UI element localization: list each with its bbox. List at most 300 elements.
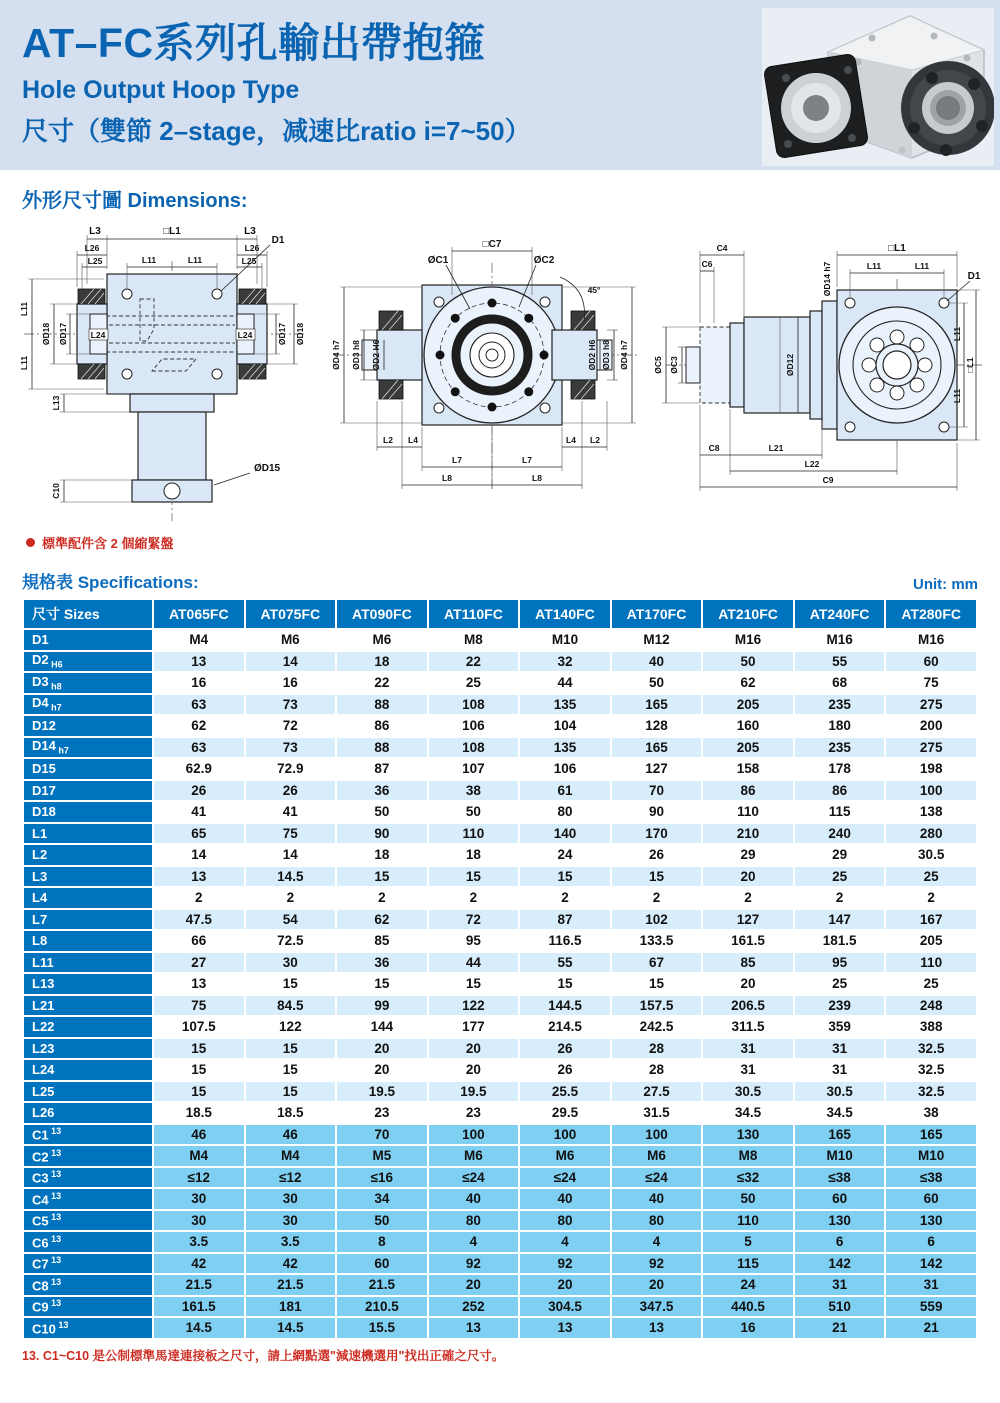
table-row-L8 (24, 931, 976, 951)
cell-L22-AT240FC: 359 (795, 1017, 885, 1037)
row-label-L8: L8 (24, 931, 152, 951)
cell-C8-AT240FC: 31 (795, 1275, 885, 1295)
cell-L3-AT075FC: 14.5 (246, 867, 336, 887)
cell-L4-AT065FC: 2 (154, 888, 244, 908)
cell-D14-AT110FC: 108 (429, 738, 519, 758)
cell-L23-AT240FC: 31 (795, 1039, 885, 1059)
cell-L3-AT240FC: 25 (795, 867, 885, 887)
cell-D3-AT110FC: 25 (429, 673, 519, 693)
cell-C2-AT140FC: M6 (520, 1146, 610, 1166)
row-label-C1: C1 $^{13}$ (24, 1125, 152, 1145)
cell-D4-AT140FC: 135 (520, 695, 610, 715)
dim-label-l1-right: □L1 (965, 357, 975, 373)
unit-label: Unit: mm (913, 576, 978, 593)
col-header-AT280FC: AT280FC (886, 600, 976, 628)
table-row-L21 (24, 996, 976, 1016)
cell-L13-AT140FC: 15 (520, 974, 610, 994)
col-header-AT075FC: AT075FC (246, 600, 336, 628)
row-label-C6: C6 $^{13}$ (24, 1232, 152, 1252)
cell-L21-AT170FC: 157.5 (612, 996, 702, 1016)
cell-L25-AT110FC: 19.5 (429, 1082, 519, 1102)
dim-label-l8-left: L8 (442, 473, 452, 483)
cell-C4-AT075FC: 30 (246, 1189, 336, 1209)
cell-D12-AT110FC: 106 (429, 716, 519, 736)
cell-D2-AT280FC: 60 (886, 652, 976, 672)
table-row-D12 (24, 716, 976, 736)
cell-D14-AT075FC: 73 (246, 738, 336, 758)
table-row-C3 (24, 1168, 976, 1188)
cell-L1-AT170FC: 170 (612, 824, 702, 844)
cell-L25-AT065FC: 15 (154, 1082, 244, 1102)
cell-D3-AT210FC: 62 (703, 673, 793, 693)
table-row-L7 (24, 910, 976, 930)
cell-C3-AT280FC: ≤38 (886, 1168, 976, 1188)
cell-L8-AT280FC: 205 (886, 931, 976, 951)
cell-C10-AT140FC: 13 (520, 1318, 610, 1338)
row-label-L22: L22 (24, 1017, 152, 1037)
cell-D15-AT140FC: 106 (520, 759, 610, 779)
cell-C2-AT240FC: M10 (795, 1146, 885, 1166)
cell-C3-AT170FC: ≤24 (612, 1168, 702, 1188)
cell-L11-AT110FC: 44 (429, 953, 519, 973)
cell-L24-AT280FC: 32.5 (886, 1060, 976, 1080)
row-label-L25: L25 (24, 1082, 152, 1102)
cell-L8-AT075FC: 72.5 (246, 931, 336, 951)
footnote: 13. C1~C10 是公制標準馬達連接板之尺寸，請上網點選"減速機選用"找出正確之尺寸。 (22, 1348, 505, 1363)
cell-D2-AT170FC: 40 (612, 652, 702, 672)
dim-label-l13: L13 (51, 395, 61, 411)
cell-C6-AT065FC: 3.5 (154, 1232, 244, 1252)
table-row-C2 (24, 1146, 976, 1166)
dim-label-c3: ØC3 (669, 356, 679, 374)
cell-C6-AT170FC: 4 (612, 1232, 702, 1252)
table-row-C5 (24, 1211, 976, 1231)
row-label-L21: L21 (24, 996, 152, 1016)
cell-L7-AT210FC: 127 (703, 910, 793, 930)
row-label-D4: D4 $_{h7}$ (24, 695, 152, 715)
row-label-C9: C9 $^{13}$ (24, 1297, 152, 1317)
cell-C10-AT170FC: 13 (612, 1318, 702, 1338)
row-label-D3: D3 $_{h8}$ (24, 673, 152, 693)
cell-L24-AT110FC: 20 (429, 1060, 519, 1080)
table-row-D17 (24, 781, 976, 801)
cell-C3-AT140FC: ≤24 (520, 1168, 610, 1188)
cell-L22-AT140FC: 214.5 (520, 1017, 610, 1037)
spec-table-label: 規格表 Specifications: (22, 573, 199, 592)
header-band (0, 0, 1000, 170)
cell-L11-AT065FC: 27 (154, 953, 244, 973)
cell-L8-AT140FC: 116.5 (520, 931, 610, 951)
cell-L13-AT280FC: 25 (886, 974, 976, 994)
spec-table (22, 598, 978, 1340)
cell-C3-AT240FC: ≤38 (795, 1168, 885, 1188)
table-row-D14 (24, 738, 976, 758)
cell-L21-AT090FC: 99 (337, 996, 427, 1016)
cell-C7-AT140FC: 92 (520, 1254, 610, 1274)
cell-C6-AT240FC: 6 (795, 1232, 885, 1252)
cell-L13-AT090FC: 15 (337, 974, 427, 994)
cell-C4-AT240FC: 60 (795, 1189, 885, 1209)
dim-label-d3-left: ØD3 h8 (351, 340, 361, 370)
cell-C9-AT140FC: 304.5 (520, 1297, 610, 1317)
cell-L21-AT280FC: 248 (886, 996, 976, 1016)
cell-D2-AT240FC: 55 (795, 652, 885, 672)
dim-label-l26-right: L26 (244, 243, 260, 253)
cell-C1-AT240FC: 165 (795, 1125, 885, 1145)
dim-label-d1: D1 (271, 235, 285, 246)
cell-L26-AT110FC: 23 (429, 1103, 519, 1123)
cell-C9-AT065FC: 161.5 (154, 1297, 244, 1317)
cell-C4-AT110FC: 40 (429, 1189, 519, 1209)
table-row-L2 (24, 845, 976, 865)
cell-D12-AT280FC: 200 (886, 716, 976, 736)
cell-L13-AT075FC: 15 (246, 974, 336, 994)
spec-table-body (24, 600, 976, 1338)
cell-L7-AT170FC: 102 (612, 910, 702, 930)
cell-L13-AT065FC: 13 (154, 974, 244, 994)
cell-L22-AT210FC: 311.5 (703, 1017, 793, 1037)
table-row-D3 (24, 673, 976, 693)
cell-L2-AT140FC: 24 (520, 845, 610, 865)
table-row-C7 (24, 1254, 976, 1274)
cell-L21-AT110FC: 122 (429, 996, 519, 1016)
cell-L11-AT280FC: 110 (886, 953, 976, 973)
row-label-C3: C3 $^{13}$ (24, 1168, 152, 1188)
dim-label-l25-left: L25 (87, 256, 103, 266)
cell-C7-AT170FC: 92 (612, 1254, 702, 1274)
cell-C3-AT075FC: ≤12 (246, 1168, 336, 1188)
cell-L26-AT280FC: 38 (886, 1103, 976, 1123)
cell-L7-AT110FC: 72 (429, 910, 519, 930)
cell-L26-AT140FC: 29.5 (520, 1103, 610, 1123)
table-row-L1 (24, 824, 976, 844)
row-label-L11: L11 (24, 953, 152, 973)
cell-D14-AT090FC: 88 (337, 738, 427, 758)
cell-C10-AT240FC: 21 (795, 1318, 885, 1338)
cell-C7-AT090FC: 60 (337, 1254, 427, 1274)
cell-C9-AT090FC: 210.5 (337, 1297, 427, 1317)
row-label-D1: D1 (24, 630, 152, 650)
cell-L3-AT280FC: 25 (886, 867, 976, 887)
cell-L2-AT065FC: 14 (154, 845, 244, 865)
cell-D2-AT110FC: 22 (429, 652, 519, 672)
cell-L25-AT170FC: 27.5 (612, 1082, 702, 1102)
cell-C7-AT280FC: 142 (886, 1254, 976, 1274)
cell-L11-AT240FC: 95 (795, 953, 885, 973)
cell-D18-AT110FC: 50 (429, 802, 519, 822)
cell-D4-AT240FC: 235 (795, 695, 885, 715)
cell-C2-AT075FC: M4 (246, 1146, 336, 1166)
dim-label-l7-right: L7 (522, 455, 532, 465)
cell-L22-AT110FC: 177 (429, 1017, 519, 1037)
cell-D18-AT280FC: 138 (886, 802, 976, 822)
dim-label-c2: ØC2 (533, 255, 555, 266)
drawing-front-view (2, 219, 322, 529)
cell-L23-AT280FC: 32.5 (886, 1039, 976, 1059)
dim-label-l4-right: L4 (566, 435, 576, 445)
cell-L2-AT090FC: 18 (337, 845, 427, 865)
cell-C2-AT090FC: M5 (337, 1146, 427, 1166)
cell-D15-AT170FC: 127 (612, 759, 702, 779)
cell-D3-AT170FC: 50 (612, 673, 702, 693)
cell-C9-AT170FC: 347.5 (612, 1297, 702, 1317)
cell-D18-AT140FC: 80 (520, 802, 610, 822)
cell-C10-AT280FC: 21 (886, 1318, 976, 1338)
table-row-C9 (24, 1297, 976, 1317)
dim-label-l8-right: L8 (532, 473, 542, 483)
cell-C1-AT110FC: 100 (429, 1125, 519, 1145)
cell-D4-AT280FC: 275 (886, 695, 976, 715)
cell-D4-AT090FC: 88 (337, 695, 427, 715)
table-row-C4 (24, 1189, 976, 1209)
cell-C4-AT065FC: 30 (154, 1189, 244, 1209)
cell-L26-AT240FC: 34.5 (795, 1103, 885, 1123)
cell-L11-AT140FC: 55 (520, 953, 610, 973)
cell-L8-AT210FC: 161.5 (703, 931, 793, 951)
cell-C8-AT110FC: 20 (429, 1275, 519, 1295)
cell-L25-AT140FC: 25.5 (520, 1082, 610, 1102)
cell-L2-AT075FC: 14 (246, 845, 336, 865)
cell-C5-AT140FC: 80 (520, 1211, 610, 1231)
cell-L25-AT210FC: 30.5 (703, 1082, 793, 1102)
cell-C8-AT280FC: 31 (886, 1275, 976, 1295)
row-label-D2: D2 $_{H6}$ (24, 652, 152, 672)
row-label-D17: D17 (24, 781, 152, 801)
dim-label-c1: ØC1 (427, 255, 449, 266)
cell-D4-AT075FC: 73 (246, 695, 336, 715)
cell-D1-AT065FC: M4 (154, 630, 244, 650)
cell-D1-AT090FC: M6 (337, 630, 427, 650)
cell-C3-AT090FC: ≤16 (337, 1168, 427, 1188)
cell-D3-AT075FC: 16 (246, 673, 336, 693)
cell-C10-AT110FC: 13 (429, 1318, 519, 1338)
cell-L21-AT075FC: 84.5 (246, 996, 336, 1016)
cell-C7-AT110FC: 92 (429, 1254, 519, 1274)
cell-C7-AT065FC: 42 (154, 1254, 244, 1274)
cell-C3-AT210FC: ≤32 (703, 1168, 793, 1188)
dim-label-c4: C4 (716, 243, 728, 253)
table-row-L23 (24, 1039, 976, 1059)
row-label-L4: L4 (24, 888, 152, 908)
cell-D4-AT110FC: 108 (429, 695, 519, 715)
cell-D1-AT170FC: M12 (612, 630, 702, 650)
cell-L3-AT065FC: 13 (154, 867, 244, 887)
row-label-L13: L13 (24, 974, 152, 994)
col-header-AT240FC: AT240FC (795, 600, 885, 628)
cell-D1-AT140FC: M10 (520, 630, 610, 650)
cell-D12-AT090FC: 86 (337, 716, 427, 736)
cell-D1-AT110FC: M8 (429, 630, 519, 650)
cell-L1-AT065FC: 65 (154, 824, 244, 844)
cell-C4-AT210FC: 50 (703, 1189, 793, 1209)
cell-C5-AT065FC: 30 (154, 1211, 244, 1231)
cell-L11-AT210FC: 85 (703, 953, 793, 973)
table-row-C8 (24, 1275, 976, 1295)
table-row-D15 (24, 759, 976, 779)
cell-L7-AT280FC: 167 (886, 910, 976, 930)
cell-L3-AT210FC: 20 (703, 867, 793, 887)
cell-L21-AT240FC: 239 (795, 996, 885, 1016)
cell-L24-AT065FC: 15 (154, 1060, 244, 1080)
cell-C8-AT065FC: 21.5 (154, 1275, 244, 1295)
dim-label-c7: □C7 (482, 239, 502, 250)
cell-D14-AT240FC: 235 (795, 738, 885, 758)
cell-L1-AT240FC: 240 (795, 824, 885, 844)
cell-C10-AT090FC: 15.5 (337, 1318, 427, 1338)
dim-label-l2-right: L2 (590, 435, 600, 445)
col-header-AT065FC: AT065FC (154, 600, 244, 628)
page-title: AT–FC系列孔輸出帶抱箍 (22, 20, 486, 66)
cell-D3-AT140FC: 44 (520, 673, 610, 693)
cell-D12-AT140FC: 104 (520, 716, 610, 736)
row-label-D12: D12 (24, 716, 152, 736)
cell-L22-AT075FC: 122 (246, 1017, 336, 1037)
dim-label-c6: C6 (701, 259, 713, 269)
cell-L24-AT240FC: 31 (795, 1060, 885, 1080)
cell-C9-AT075FC: 181 (246, 1297, 336, 1317)
col-header-AT090FC: AT090FC (337, 600, 427, 628)
cell-D14-AT065FC: 63 (154, 738, 244, 758)
dim-label-d18-left: ØD18 (41, 322, 51, 346)
table-row-L3 (24, 867, 976, 887)
cell-C4-AT090FC: 34 (337, 1189, 427, 1209)
dim-label-d4-right: ØD4 h7 (619, 340, 629, 370)
cell-L13-AT170FC: 15 (612, 974, 702, 994)
cell-L26-AT090FC: 23 (337, 1103, 427, 1123)
cell-D12-AT240FC: 180 (795, 716, 885, 736)
cell-C3-AT110FC: ≤24 (429, 1168, 519, 1188)
cell-L23-AT170FC: 28 (612, 1039, 702, 1059)
cell-L2-AT170FC: 26 (612, 845, 702, 865)
cell-D1-AT240FC: M16 (795, 630, 885, 650)
dim-label-l7-left: L7 (452, 455, 462, 465)
cell-C8-AT170FC: 20 (612, 1275, 702, 1295)
dim-label-l3-left: L3 (89, 226, 101, 237)
cell-D3-AT065FC: 16 (154, 673, 244, 693)
cell-L1-AT210FC: 210 (703, 824, 793, 844)
cell-D12-AT075FC: 72 (246, 716, 336, 736)
dim-label-l25-right: L25 (241, 256, 257, 266)
cell-D18-AT090FC: 50 (337, 802, 427, 822)
cell-C5-AT090FC: 50 (337, 1211, 427, 1231)
table-row-L4 (24, 888, 976, 908)
cell-L26-AT210FC: 34.5 (703, 1103, 793, 1123)
cell-D17-AT110FC: 38 (429, 781, 519, 801)
cell-D17-AT090FC: 36 (337, 781, 427, 801)
cell-D17-AT140FC: 61 (520, 781, 610, 801)
cell-L1-AT110FC: 110 (429, 824, 519, 844)
col-header-sizes: 尺寸 Sizes (24, 600, 152, 628)
dim-label-l11-right-lower: L11 (952, 388, 962, 404)
cell-D15-AT075FC: 72.9 (246, 759, 336, 779)
cell-L8-AT240FC: 181.5 (795, 931, 885, 951)
cell-L22-AT170FC: 242.5 (612, 1017, 702, 1037)
cell-L4-AT210FC: 2 (703, 888, 793, 908)
cell-D15-AT110FC: 107 (429, 759, 519, 779)
dim-label-d4-left: ØD4 h7 (331, 340, 341, 370)
table-row-L26 (24, 1103, 976, 1123)
cell-L8-AT065FC: 66 (154, 931, 244, 951)
cell-L7-AT065FC: 47.5 (154, 910, 244, 930)
cell-L25-AT075FC: 15 (246, 1082, 336, 1102)
cell-D2-AT065FC: 13 (154, 652, 244, 672)
cell-C1-AT280FC: 165 (886, 1125, 976, 1145)
row-label-L24: L24 (24, 1060, 152, 1080)
cell-L25-AT090FC: 19.5 (337, 1082, 427, 1102)
cell-C10-AT065FC: 14.5 (154, 1318, 244, 1338)
cell-L11-AT090FC: 36 (337, 953, 427, 973)
cell-L7-AT075FC: 54 (246, 910, 336, 930)
cell-L4-AT110FC: 2 (429, 888, 519, 908)
cell-L23-AT090FC: 20 (337, 1039, 427, 1059)
cell-C2-AT280FC: M10 (886, 1146, 976, 1166)
spec-bar (22, 568, 978, 593)
cell-D17-AT075FC: 26 (246, 781, 336, 801)
cell-C7-AT240FC: 142 (795, 1254, 885, 1274)
cell-D15-AT210FC: 158 (703, 759, 793, 779)
dim-label-l11-left-lower: L11 (19, 355, 29, 371)
cell-L23-AT210FC: 31 (703, 1039, 793, 1059)
cell-L3-AT170FC: 15 (612, 867, 702, 887)
cell-L13-AT240FC: 25 (795, 974, 885, 994)
cell-C6-AT090FC: 8 (337, 1232, 427, 1252)
dim-label-d2-right: ØD2 H6 (587, 339, 597, 371)
cell-D15-AT280FC: 198 (886, 759, 976, 779)
cell-L22-AT090FC: 144 (337, 1017, 427, 1037)
cell-L1-AT090FC: 90 (337, 824, 427, 844)
dim-label-l11-top-left: L11 (141, 255, 157, 265)
cell-D17-AT170FC: 70 (612, 781, 702, 801)
row-label-L23: L23 (24, 1039, 152, 1059)
dim-label-c10: C10 (51, 483, 61, 499)
cell-D17-AT210FC: 86 (703, 781, 793, 801)
dim-label-d14: ØD14 h7 (822, 261, 832, 297)
product-photo (762, 8, 994, 166)
table-row-C1 (24, 1125, 976, 1145)
cell-C5-AT210FC: 110 (703, 1211, 793, 1231)
dim-label-l22: L22 (804, 459, 820, 469)
cell-D3-AT280FC: 75 (886, 673, 976, 693)
row-label-D14: D14 $_{h7}$ (24, 738, 152, 758)
row-label-D18: D18 (24, 802, 152, 822)
cell-D4-AT170FC: 165 (612, 695, 702, 715)
cell-D2-AT140FC: 32 (520, 652, 610, 672)
table-header-row (24, 600, 976, 628)
row-label-C10: C10 $^{13}$ (24, 1318, 152, 1338)
dim-label-l3-right: L3 (244, 226, 256, 237)
cell-C7-AT075FC: 42 (246, 1254, 336, 1274)
page-spec-line: 尺寸（雙節 2–stage，减速比ratio i=7~50） (22, 116, 531, 146)
cell-D12-AT210FC: 160 (703, 716, 793, 736)
cell-L24-AT210FC: 31 (703, 1060, 793, 1080)
cell-C1-AT140FC: 100 (520, 1125, 610, 1145)
cell-C5-AT280FC: 130 (886, 1211, 976, 1231)
cell-C8-AT210FC: 24 (703, 1275, 793, 1295)
row-label-L26: L26 (24, 1103, 152, 1123)
dim-label-l24-left: L24 (90, 330, 106, 340)
cell-C1-AT065FC: 46 (154, 1125, 244, 1145)
row-label-C5: C5 $^{13}$ (24, 1211, 152, 1231)
cell-D18-AT240FC: 115 (795, 802, 885, 822)
cell-L26-AT170FC: 31.5 (612, 1103, 702, 1123)
dim-label-d1: D1 (967, 271, 981, 282)
cell-L7-AT090FC: 62 (337, 910, 427, 930)
dim-label-l26-left: L26 (84, 243, 100, 253)
front-view-geometry (24, 261, 304, 521)
cell-L13-AT110FC: 15 (429, 974, 519, 994)
accessory-note-text: 標準配件含 2 個縮緊盤 (42, 536, 174, 551)
cell-D18-AT065FC: 41 (154, 802, 244, 822)
